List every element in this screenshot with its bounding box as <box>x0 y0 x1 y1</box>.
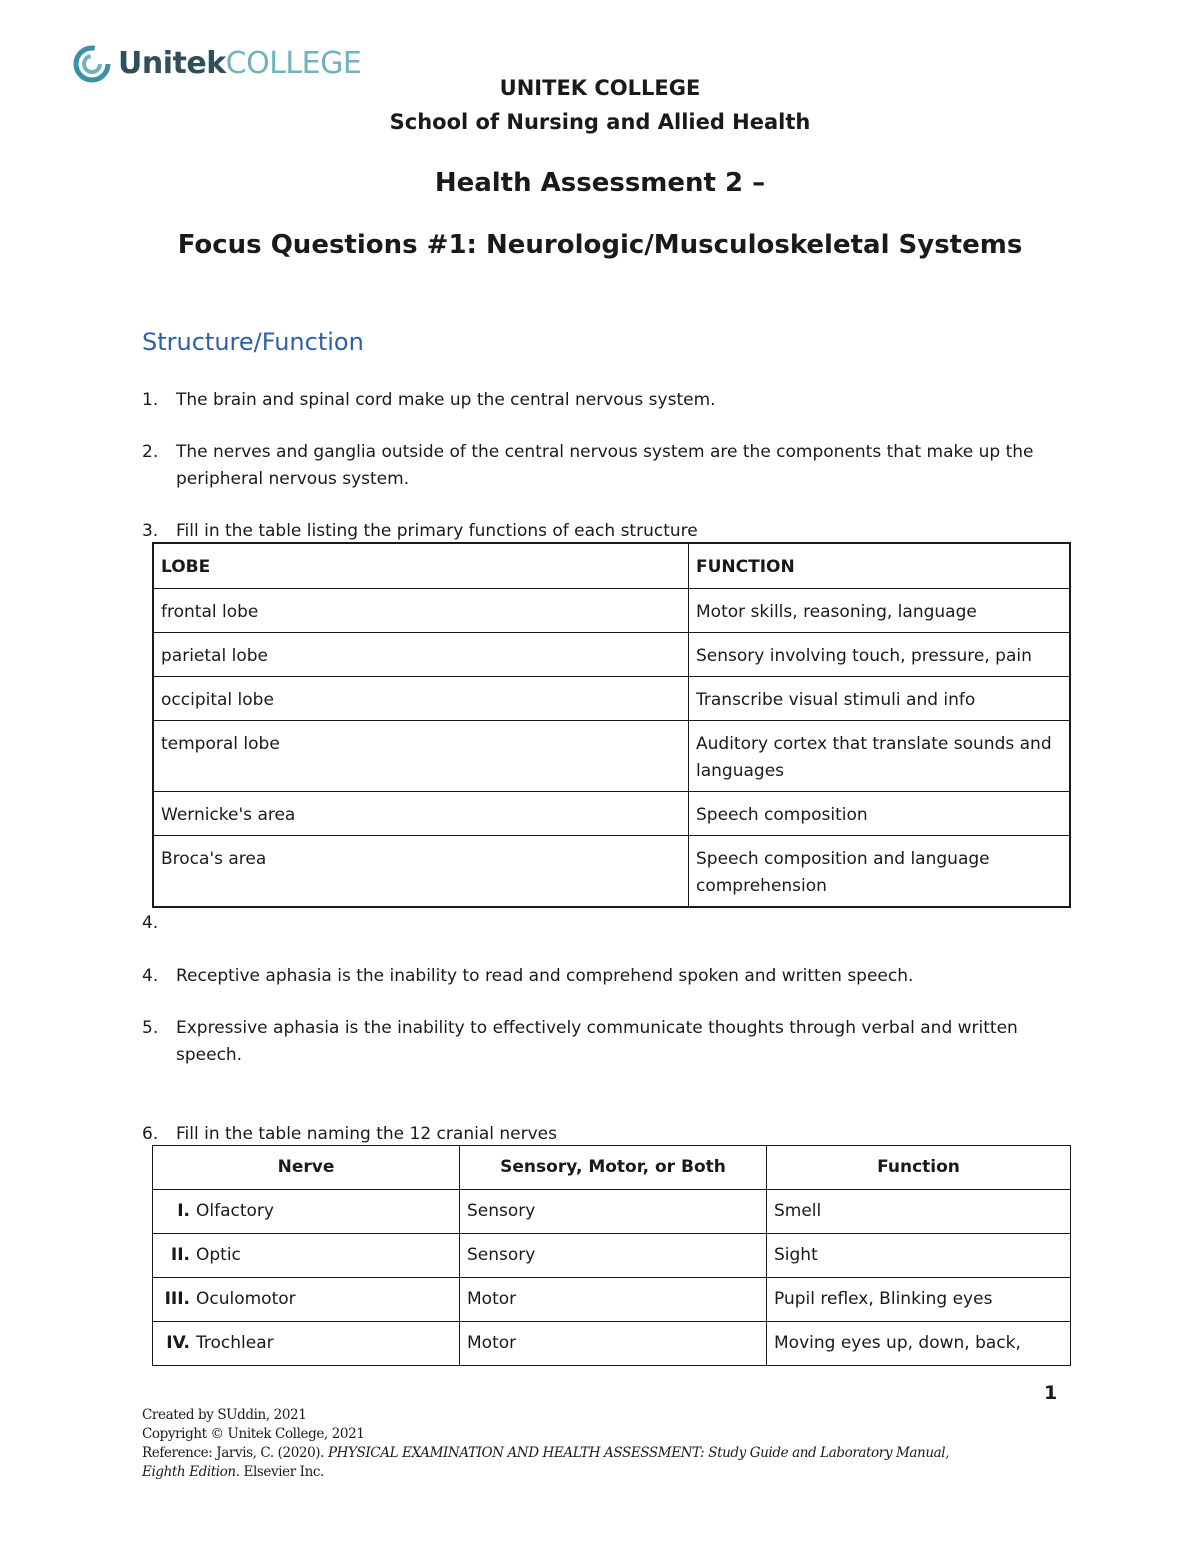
reference-edition: Eighth Edition <box>142 1464 236 1480</box>
function-cell: Pupil reflex, Blinking eyes <box>767 1278 1071 1322</box>
table-row <box>153 1234 1071 1278</box>
college-title: UNITEK COLLEGE <box>499 76 701 100</box>
lobe-cell: occipital lobe <box>153 677 689 721</box>
table-row <box>153 836 1070 908</box>
lobe-cell: parietal lobe <box>153 633 689 677</box>
table-row <box>153 1322 1071 1366</box>
function-cell: Transcribe visual stimuli and info <box>689 677 1071 721</box>
function-cell: Moving eyes up, down, back, <box>767 1322 1071 1366</box>
function-cell: Speech composition and language comprehension <box>689 836 1071 908</box>
cranial-nerves-table <box>152 1145 1071 1366</box>
function-cell: Sensory involving touch, pressure, pain <box>689 633 1071 677</box>
nerve-name: Optic <box>196 1245 241 1265</box>
nerve-cell <box>153 1278 460 1322</box>
lobe-cell: Wernicke's area <box>153 792 689 836</box>
assessment-title: Health Assessment 2 – <box>434 168 766 198</box>
question-text: The nerves and ganglia outside of the central nervous system are the components that make up the <box>176 442 1034 462</box>
function-cell: Motor skills, reasoning, language <box>689 589 1071 633</box>
lobe-cell: frontal lobe <box>153 589 689 633</box>
type-cell: Motor <box>460 1278 767 1322</box>
question-number: 5. <box>142 1018 159 1038</box>
logo-wordmark: UnitekCOLLEGE <box>118 46 362 81</box>
question-text: speech. <box>176 1045 243 1065</box>
footer-created: Created by SUddin, 2021 <box>142 1407 307 1423</box>
footer-reference <box>142 1444 949 1463</box>
question-number: 4. <box>142 966 159 986</box>
function-cell: Smell <box>767 1190 1071 1234</box>
nerve-cell <box>153 1190 460 1234</box>
header-function: Function <box>767 1146 1071 1190</box>
question-number: 2. <box>142 442 159 462</box>
page-number: 1 <box>1044 1382 1058 1404</box>
reference-title: PHYSICAL EXAMINATION AND HEALTH ASSESSMENT: Study Guide and Laboratory Manual, <box>327 1445 950 1461</box>
nerve-name: Trochlear <box>196 1333 274 1353</box>
table-header-row <box>153 543 1070 589</box>
table-row <box>153 589 1070 633</box>
header-function: FUNCTION <box>689 543 1071 589</box>
section-heading: Structure/Function <box>142 328 364 356</box>
nerve-cell <box>153 1234 460 1278</box>
nerve-cell <box>153 1322 460 1366</box>
roman-numeral: III. <box>164 1289 190 1309</box>
question-text: peripheral nervous system. <box>176 469 410 489</box>
question-text: The brain and spinal cord make up the central nervous system. <box>176 390 716 410</box>
header-nerve: Nerve <box>153 1146 460 1190</box>
table-row <box>153 1190 1071 1234</box>
reference-prefix: Reference: Jarvis, C. (2020). <box>142 1445 328 1461</box>
type-cell: Motor <box>460 1322 767 1366</box>
header-lobe: LOBE <box>153 543 689 589</box>
question-number: 1. <box>142 390 159 410</box>
nerve-name: Oculomotor <box>196 1289 296 1309</box>
question-text: Expressive aphasia is the inability to effectively communicate thoughts through verbal and written <box>176 1018 1018 1038</box>
function-cell: Auditory cortex that translate sounds and languages <box>689 721 1071 792</box>
table-header-row <box>153 1146 1071 1190</box>
question-text: Fill in the table listing the primary functions of each structure <box>176 521 698 541</box>
school-title: School of Nursing and Allied Health <box>389 110 811 134</box>
table-row <box>153 792 1070 836</box>
table-row <box>153 633 1070 677</box>
question-number: 6. <box>142 1124 159 1144</box>
nerve-name: Olfactory <box>196 1201 274 1221</box>
question-number: 4. <box>142 913 159 933</box>
lobe-function-table <box>152 542 1071 908</box>
header-type: Sensory, Motor, or Both <box>460 1146 767 1190</box>
table-row <box>153 677 1070 721</box>
function-cell: Speech composition <box>689 792 1071 836</box>
footer-edition <box>142 1463 949 1482</box>
focus-title: Focus Questions #1: Neurologic/Musculoskeletal Systems <box>177 230 1023 260</box>
reference-publisher: . Elsevier Inc. <box>235 1464 324 1480</box>
question-number: 3. <box>142 521 159 541</box>
roman-numeral: IV. <box>166 1333 190 1353</box>
footer-copyright: Copyright © Unitek College, 2021 <box>142 1426 365 1442</box>
table-row <box>153 1278 1071 1322</box>
function-cell: Sight <box>767 1234 1071 1278</box>
lobe-cell: temporal lobe <box>153 721 689 792</box>
type-cell: Sensory <box>460 1190 767 1234</box>
question-text: Receptive aphasia is the inability to read and comprehend spoken and written speech. <box>176 966 914 986</box>
roman-numeral: I. <box>177 1201 190 1221</box>
table-row <box>153 721 1070 792</box>
footer <box>142 1406 949 1482</box>
type-cell: Sensory <box>460 1234 767 1278</box>
lobe-cell: Broca's area <box>153 836 689 908</box>
question-text: Fill in the table naming the 12 cranial nerves <box>176 1124 557 1144</box>
roman-numeral: II. <box>170 1245 190 1265</box>
